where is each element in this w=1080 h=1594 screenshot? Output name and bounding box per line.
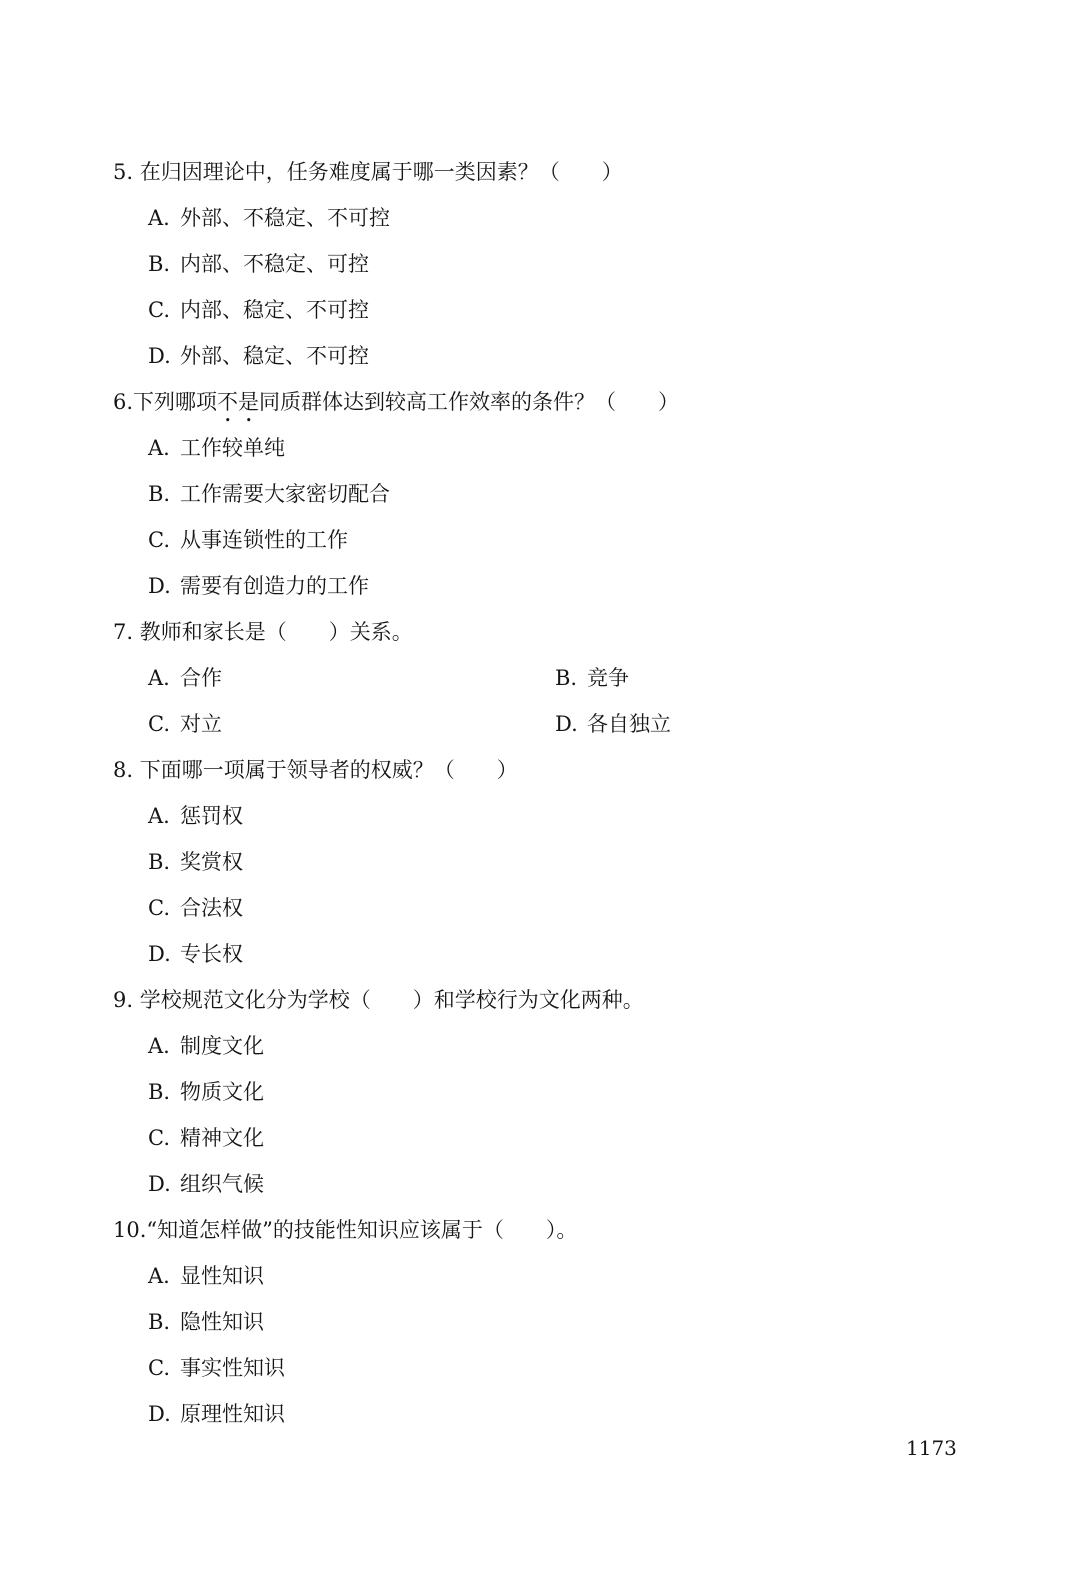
option-label: D. [148, 344, 171, 368]
option-9c [0, 1115, 1080, 1161]
question-stem-6 [0, 379, 1080, 425]
option-5c [0, 287, 1080, 333]
option-text: 各自独立 [587, 712, 671, 736]
option-text: 专长权 [180, 942, 243, 966]
option-text: 物质文化 [180, 1080, 264, 1104]
option-6a [0, 425, 1080, 471]
stem-prefix: 6.下列哪项 [113, 390, 218, 414]
option-9b [0, 1069, 1080, 1115]
option-text: 奖赏权 [180, 850, 243, 874]
question-stem-9: 9. 学校规范文化分为学校（ ）和学校行为文化两种。 [113, 988, 644, 1012]
option-label: D. [555, 712, 578, 736]
option-label: C. [148, 1126, 170, 1150]
option-10b [0, 1299, 1080, 1345]
option-9d [0, 1161, 1080, 1207]
option-label: A. [148, 1264, 170, 1288]
page-number: 1173 [906, 1436, 957, 1460]
option-text: 合法权 [180, 896, 243, 920]
option-text: 外部、稳定、不可控 [180, 344, 369, 368]
option-label: B. [148, 482, 171, 506]
option-8a [0, 793, 1080, 839]
option-label: A. [148, 804, 170, 828]
option-label: D. [148, 942, 171, 966]
option-text: 隐性知识 [180, 1310, 264, 1334]
option-label: D. [148, 1402, 171, 1426]
option-6b [0, 471, 1080, 517]
option-label: B. [555, 666, 578, 690]
option-label: D. [148, 574, 171, 598]
option-row-7-1 [0, 655, 1080, 701]
option-label: B. [148, 1080, 171, 1104]
option-label: C. [148, 1356, 170, 1380]
option-text: 精神文化 [180, 1126, 264, 1150]
option-5b [0, 241, 1080, 287]
option-7d [555, 701, 962, 747]
question-stem-8: 8. 下面哪一项属于领导者的权威？（ ） [113, 758, 518, 782]
option-7b [555, 655, 962, 701]
option-text: 工作较单纯 [180, 436, 285, 460]
option-10a [0, 1253, 1080, 1299]
option-text: 从事连锁性的工作 [180, 528, 348, 552]
option-text: 合作 [180, 666, 222, 690]
option-label: A. [148, 436, 170, 460]
option-text: 外部、不稳定、不可控 [180, 206, 390, 230]
question-stem-10: 10.“知道怎样做”的技能性知识应该属于（ ）。 [113, 1218, 578, 1242]
option-8b [0, 839, 1080, 885]
option-10c [0, 1345, 1080, 1391]
question-stem-7: 7. 教师和家长是（ ）关系。 [113, 620, 413, 644]
option-5a [0, 195, 1080, 241]
stem-emphasis: 不是 [217, 390, 260, 414]
option-label: C. [148, 298, 170, 322]
option-label: A. [148, 206, 170, 230]
option-text: 对立 [180, 712, 222, 736]
option-label: D. [148, 1172, 171, 1196]
question-stem-5: 5. 在归因理论中，任务难度属于哪一类因素？（ ） [113, 160, 623, 184]
option-text: 原理性知识 [180, 1402, 285, 1426]
option-7c [148, 701, 555, 747]
option-6c [0, 517, 1080, 563]
option-label: B. [148, 850, 171, 874]
stem-suffix: 同质群体达到较高工作效率的条件？（ ） [259, 390, 680, 414]
option-text: 需要有创造力的工作 [180, 574, 369, 598]
option-label: A. [148, 1034, 170, 1058]
option-text: 内部、不稳定、可控 [180, 252, 369, 276]
option-10d [0, 1391, 1080, 1437]
option-text: 惩罚权 [180, 804, 243, 828]
question-list [0, 149, 1080, 1437]
option-text: 工作需要大家密切配合 [180, 482, 390, 506]
option-text: 显性知识 [180, 1264, 264, 1288]
option-text: 制度文化 [180, 1034, 264, 1058]
option-8d [0, 931, 1080, 977]
option-label: C. [148, 896, 170, 920]
option-row-7-2 [0, 701, 1080, 747]
option-label: C. [148, 712, 170, 736]
option-label: B. [148, 252, 171, 276]
option-5d [0, 333, 1080, 379]
option-text: 竞争 [587, 666, 629, 690]
option-7a [148, 655, 555, 701]
option-8c [0, 885, 1080, 931]
option-6d [0, 563, 1080, 609]
option-label: B. [148, 1310, 171, 1334]
option-text: 内部、稳定、不可控 [180, 298, 369, 322]
option-label: A. [148, 666, 170, 690]
option-label: C. [148, 528, 170, 552]
option-9a [0, 1023, 1080, 1069]
option-text: 组织气候 [180, 1172, 264, 1196]
option-text: 事实性知识 [180, 1356, 285, 1380]
